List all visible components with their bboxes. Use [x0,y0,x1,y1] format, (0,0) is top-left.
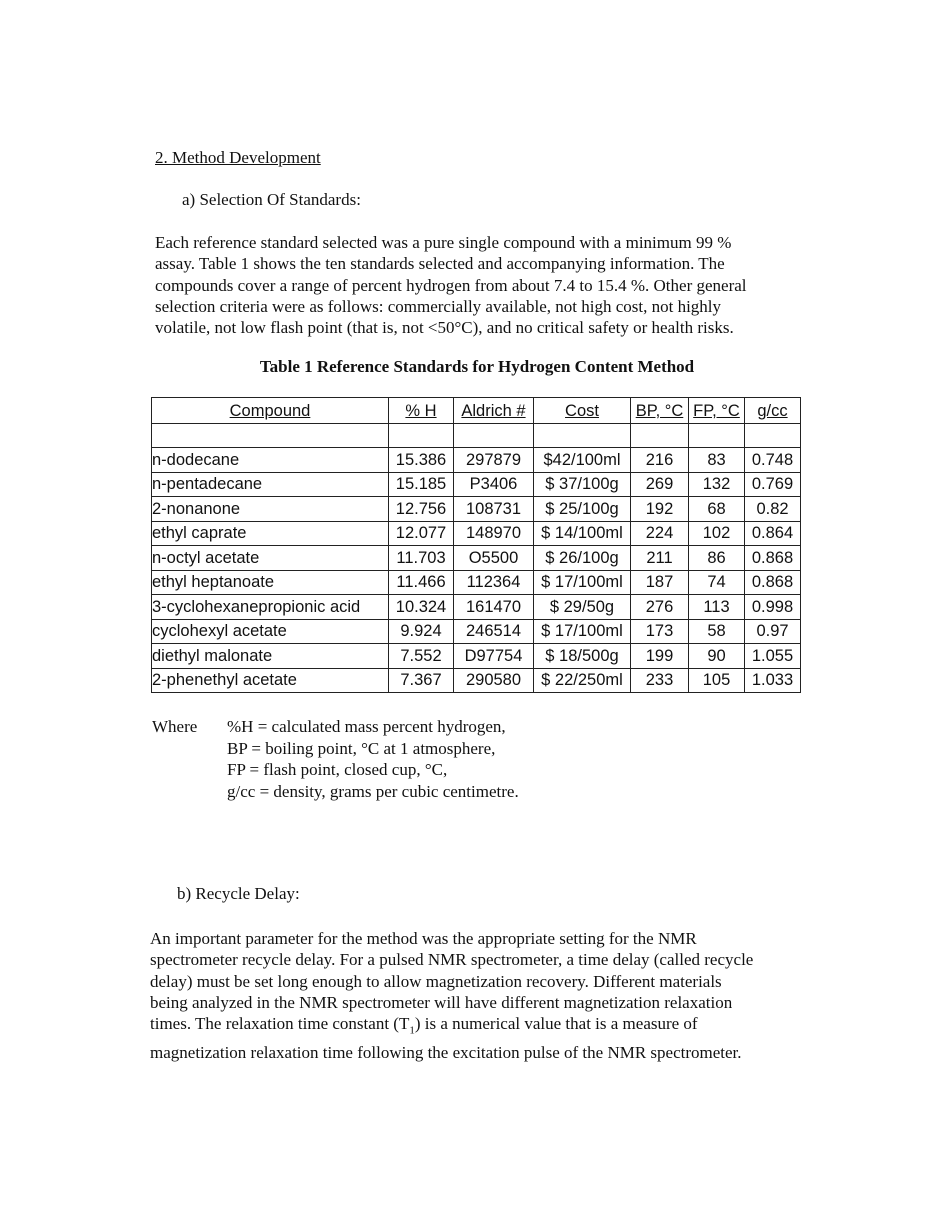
cell-fp: 74 [689,570,745,595]
cell-cost: $ 17/100ml [534,570,631,595]
cell-aldrich-number: 112364 [454,570,534,595]
cell-fp: 90 [689,644,745,669]
table-row [152,570,801,595]
cell-bp: 211 [631,546,689,571]
cell-density: 1.033 [745,668,801,693]
cell-density: 1.055 [745,644,801,669]
cell-cost: $ 37/100g [534,472,631,497]
cell-density: 0.868 [745,546,801,571]
header-cost: Cost [534,398,631,424]
cell-fp: 83 [689,448,745,473]
cell-bp: 199 [631,644,689,669]
cell-density: 0.82 [745,497,801,522]
cell-compound: n-pentadecane [152,472,389,497]
paragraph-line: compounds cover a range of percent hydrogen from about 7.4 to 15.4 %. Other general [155,275,747,295]
cell-bp: 276 [631,595,689,620]
cell-aldrich-number: O5500 [454,546,534,571]
paragraph-line: volatile, not low flash point (that is, not <50°C), and no critical safety or health risks. [155,318,734,338]
cell-fp: 132 [689,472,745,497]
cell-percent-h: 12.077 [389,521,454,546]
cell-bp: 187 [631,570,689,595]
text-fragment: times. The relaxation time constant (T [150,1014,410,1034]
cell-percent-h: 11.466 [389,570,454,595]
cell-density: 0.864 [745,521,801,546]
section-heading: 2. Method Development [155,148,321,167]
cell-compound: cyclohexyl acetate [152,619,389,644]
header-density: g/cc [745,398,801,424]
cell-density: 0.97 [745,619,801,644]
table-row [152,472,801,497]
cell-aldrich-number: 297879 [454,448,534,473]
cell-aldrich-number: 148970 [454,521,534,546]
header-bp: BP, °C [631,398,689,424]
cell-aldrich-number: 161470 [454,595,534,620]
cell-cost: $ 25/100g [534,497,631,522]
cell-percent-h: 7.552 [389,644,454,669]
paragraph-line: magnetization relaxation time following the excitation pulse of the NMR spectrometer. [150,1042,742,1062]
paragraph-line: Each reference standard selected was a pure single compound with a minimum 99 % [155,233,732,252]
cell-compound: 2-nonanone [152,497,389,522]
paragraph-line: being analyzed in the NMR spectrometer will have different magnetization relaxation [150,992,733,1012]
subsection-b-heading: b) Recycle Delay: [177,884,300,903]
table-caption: Table 1 Reference Standards for Hydrogen Content Method [259,357,695,376]
paragraph-line: assay. Table 1 shows the ten standards selected and accompanying information. The [155,254,725,274]
definition-item: %H = calculated mass percent hydrogen, [227,717,506,736]
where-label: Where [152,717,198,736]
header-compound: Compound [152,398,389,424]
cell-cost: $ 17/100ml [534,619,631,644]
table-header-row [152,398,801,424]
paragraph-line: delay) must be set long enough to allow magnetization recovery. Different materials [150,971,722,991]
cell-aldrich-number: D97754 [454,644,534,669]
cell-bp: 216 [631,448,689,473]
cell-cost: $ 26/100g [534,546,631,571]
table-row [152,619,801,644]
cell-aldrich-number: 108731 [454,497,534,522]
cell-compound: 2-phenethyl acetate [152,668,389,693]
header-percent-h: % H [389,398,454,424]
header-fp: FP, °C [689,398,745,424]
table-spacer-row [152,424,801,448]
cell-compound: n-dodecane [152,448,389,473]
cell-aldrich-number: P3406 [454,472,534,497]
table-row [152,644,801,669]
cell-percent-h: 10.324 [389,595,454,620]
cell-compound: 3-cyclohexanepropionic acid [152,595,389,620]
cell-aldrich-number: 290580 [454,668,534,693]
table-row [152,546,801,571]
cell-fp: 68 [689,497,745,522]
cell-density: 0.748 [745,448,801,473]
paragraph-line: selection criteria were as follows: commercially available, not high cost, not highly [155,296,722,316]
cell-compound: n-octyl acetate [152,546,389,571]
cell-percent-h: 15.185 [389,472,454,497]
reference-standards-table [151,397,801,693]
subscript: 1 [409,1024,415,1037]
paragraph-line: An important parameter for the method was the appropriate setting for the NMR [150,929,697,948]
cell-percent-h: 7.367 [389,668,454,693]
definitions-list [227,716,519,802]
cell-bp: 269 [631,472,689,497]
table-row [152,521,801,546]
definition-item: FP = flash point, closed cup, °C, [227,760,448,779]
cell-bp: 224 [631,521,689,546]
cell-fp: 86 [689,546,745,571]
cell-density: 0.998 [745,595,801,620]
cell-fp: 105 [689,668,745,693]
cell-bp: 233 [631,668,689,693]
cell-aldrich-number: 246514 [454,619,534,644]
cell-fp: 102 [689,521,745,546]
cell-percent-h: 12.756 [389,497,454,522]
definition-item: BP = boiling point, °C at 1 atmosphere, [227,738,496,758]
cell-cost: $ 22/250ml [534,668,631,693]
definition-item: g/cc = density, grams per cubic centimetre. [227,781,519,801]
cell-percent-h: 9.924 [389,619,454,644]
cell-percent-h: 11.703 [389,546,454,571]
cell-percent-h: 15.386 [389,448,454,473]
paragraph-line [150,1013,810,1042]
cell-compound: ethyl caprate [152,521,389,546]
cell-cost: $42/100ml [534,448,631,473]
cell-compound: ethyl heptanoate [152,570,389,595]
table-row [152,595,801,620]
header-aldrich-number: Aldrich # [454,398,534,424]
table-row [152,668,801,693]
cell-cost: $ 14/100ml [534,521,631,546]
cell-bp: 192 [631,497,689,522]
paragraph-line: spectrometer recycle delay. For a pulsed NMR spectrometer, a time delay (called recycle [150,950,754,970]
table-row [152,448,801,473]
subsection-a-heading: a) Selection Of Standards: [182,190,361,209]
cell-density: 0.868 [745,570,801,595]
cell-cost: $ 18/500g [534,644,631,669]
cell-bp: 173 [631,619,689,644]
cell-fp: 58 [689,619,745,644]
table-row [152,497,801,522]
cell-density: 0.769 [745,472,801,497]
paragraph-selection-of-standards [155,232,805,338]
cell-fp: 113 [689,595,745,620]
cell-compound: diethyl malonate [152,644,389,669]
paragraph-recycle-delay [150,928,810,1063]
cell-cost: $ 29/50g [534,595,631,620]
text-fragment: ) is a numerical value that is a measure of [414,1014,698,1034]
